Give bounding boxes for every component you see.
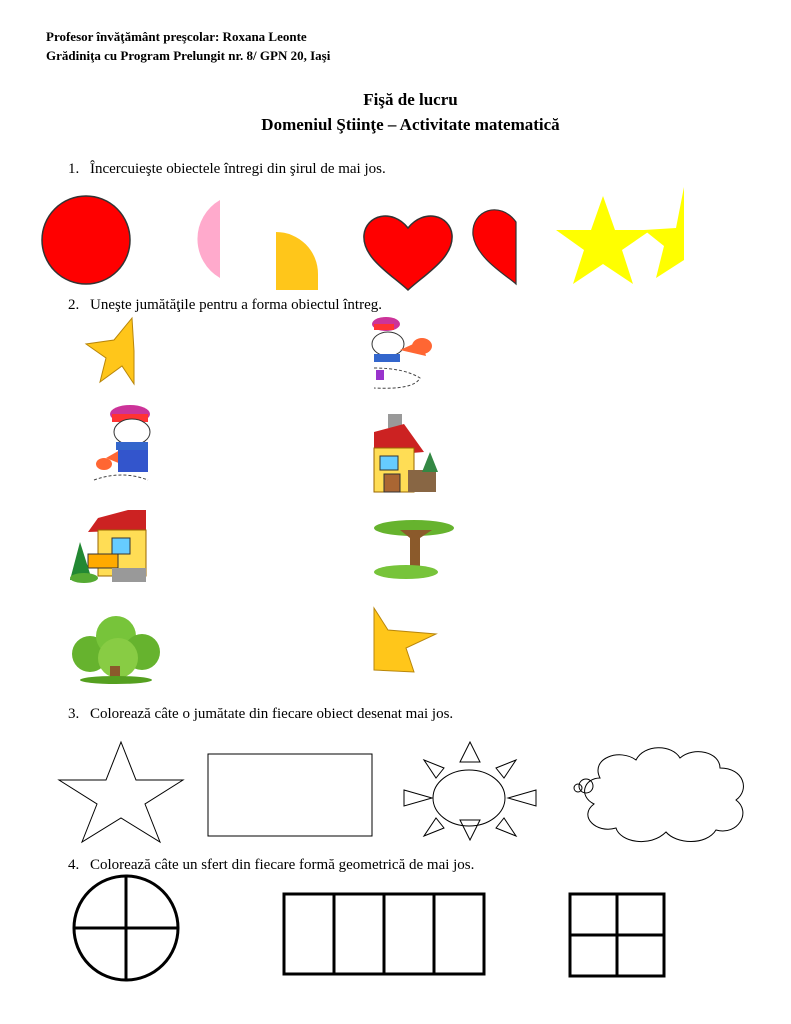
quarter-circle — [276, 232, 318, 290]
rectangle-outline — [208, 754, 372, 836]
worksheet-title: Fişă de lucru — [363, 90, 458, 109]
exercise-3-shapes — [0, 738, 791, 848]
question-4-number: 4. — [68, 857, 80, 873]
question-1-text: Încercuieşte obiectele întregi din şirul de mai jos. — [90, 161, 386, 177]
question-2-text: Uneşte jumătăţile pentru a forma obiectul întreg. — [90, 297, 382, 313]
star-outline — [59, 742, 183, 842]
left-snowman-half — [86, 400, 150, 484]
right-house-half — [374, 412, 440, 494]
whole-star — [556, 196, 651, 284]
left-star-half — [84, 316, 144, 386]
whole-heart — [364, 216, 452, 290]
teacher-name: Profesor învăţământ preşcolar: Roxana Leonte — [46, 29, 307, 44]
cloud-outline — [574, 748, 743, 842]
circle-quartered — [74, 876, 178, 980]
question-3 — [68, 706, 453, 723]
question-4-text: Colorează câte un sfert din fiecare formă geometrică de mai jos. — [90, 857, 475, 873]
question-2-number: 2. — [68, 297, 80, 313]
rectangle-four-columns — [284, 894, 484, 974]
left-bush — [68, 614, 164, 684]
square-quartered — [570, 894, 664, 976]
sun-outline — [404, 742, 536, 840]
exercise-1-shapes — [0, 180, 791, 290]
question-3-number: 3. — [68, 706, 80, 722]
half-heart — [473, 210, 516, 284]
whole-circle — [42, 196, 130, 284]
half-star — [644, 187, 684, 278]
half-circle — [197, 200, 220, 278]
question-1 — [68, 161, 386, 178]
question-4 — [68, 857, 474, 874]
question-3-text: Colorează câte o jumătate din fiecare obiect desenat mai jos. — [90, 706, 454, 722]
question-1-number: 1. — [68, 161, 80, 177]
question-2 — [68, 297, 382, 314]
exercise-4-shapes — [0, 878, 791, 988]
right-star-half — [374, 608, 440, 674]
right-tree — [372, 520, 456, 580]
school-name: Grădiniţa cu Program Prelungit nr. 8/ GPN 20, Iaşi — [46, 48, 331, 63]
left-house-half — [68, 508, 148, 584]
right-snowman-half — [374, 316, 436, 392]
worksheet-subtitle: Domeniul Ştiinţe – Activitate matematică — [261, 115, 560, 134]
